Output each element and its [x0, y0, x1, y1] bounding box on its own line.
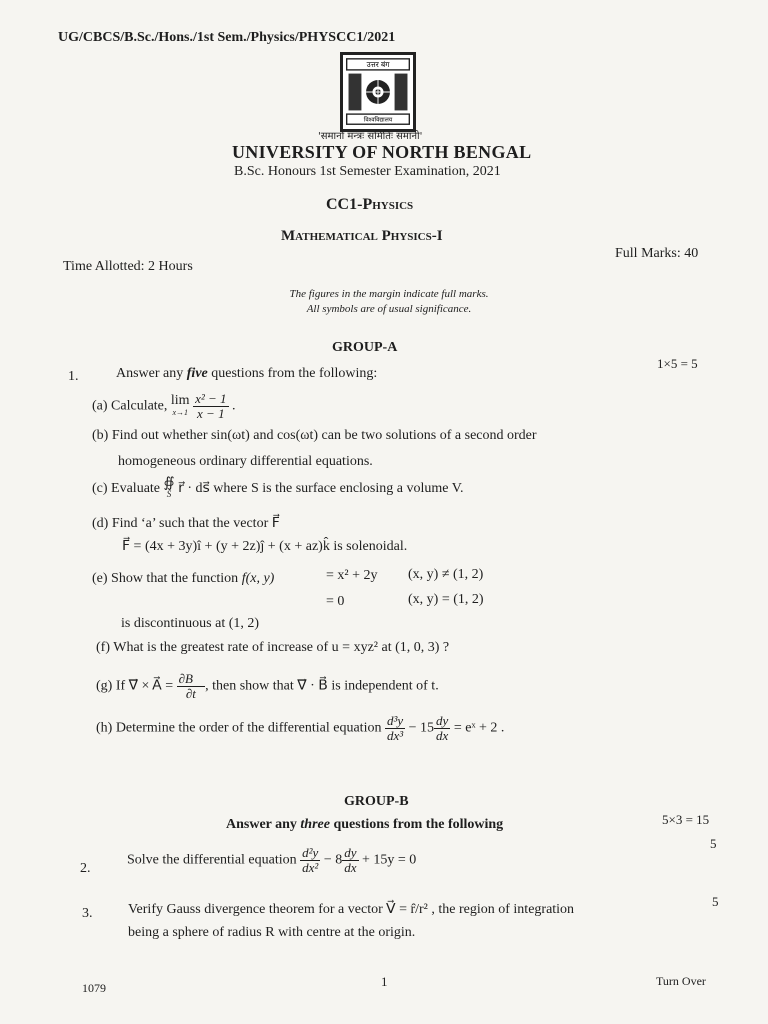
question-2-number: 2.: [80, 861, 91, 876]
group-b-marks: 5×3 = 15: [662, 812, 710, 827]
paper-code: UG/CBCS/B.Sc./Hons./1st Sem./Physics/PHYSCC1/2021: [58, 30, 396, 45]
question-3-line2: being a sphere of radius R with centre at the origin.: [128, 925, 416, 940]
footer-code: 1079: [82, 981, 106, 995]
question-1g: (g) If ∇⃗ × A⃗ = $\frac{\partial B⃗}{\partial t}$ , then show that ∇⃗ · B⃗ is independent of t.: [96, 671, 439, 701]
group-b-instruction: Answer any three questions from the following: [226, 817, 504, 832]
turn-over: Turn Over: [656, 974, 706, 988]
seal-top-text: उत्तर बंग: [366, 60, 390, 70]
question-1e-def1: = x² + 2y: [326, 568, 378, 583]
question-1h: (h) Determine the order of the differential equation $\frac{\text{d³y}}{\text{dx³}}$ − 15 $\frac{dy}{dx}$ = eˣ + 2 .: [96, 713, 505, 743]
university-name: UNIVERSITY OF NORTH BENGAL: [232, 142, 532, 162]
group-a-title: GROUP-A: [332, 340, 398, 355]
question-1-instruction: Answer any five questions from the following:: [116, 366, 378, 381]
question-1d-line2: F⃗ = (4x + 3y)î + (y + 2z)ĵ + (x + az)k̂ is solenoidal.: [122, 539, 408, 554]
question-1b-line2: homogeneous ordinary differential equations.: [118, 454, 373, 469]
question-3-marks: 5: [712, 894, 719, 909]
question-2-text: Solve the differential equation $\frac{\text{d²y}}{\text{dx²}}$ − 8 $\frac{dy}{dx}$ + 15y = 0: [127, 845, 417, 875]
note-line-2: All symbols are of usual significance.: [306, 303, 472, 315]
question-1e-cond1: (x, y) ≠ (1, 2): [408, 567, 484, 582]
question-3-line1: Verify Gauss divergence theorem for a vector V⃗ = r̂/r² , the region of integration: [128, 902, 575, 917]
question-1b-line1: (b) Find out whether sin(ωt) and cos(ωt) can be two solutions of a second order: [92, 428, 537, 443]
seal-bottom-text: विश्वविद्यालय: [363, 116, 393, 124]
question-1e-line3: is discontinuous at (1, 2): [121, 616, 260, 631]
time-allotted: Time Allotted: 2 Hours: [63, 259, 193, 274]
instructions-note: [0, 287, 768, 317]
question-3-number: 3.: [82, 906, 93, 921]
group-b-title: GROUP-B: [344, 794, 409, 809]
question-1d-line1: (d) Find ‘a’ such that the vector F⃗: [92, 516, 280, 531]
question-1e-cond2: (x, y) = (1, 2): [408, 592, 484, 607]
question-1e-def2: = 0: [326, 594, 345, 609]
exam-title: B.Sc. Honours 1st Semester Examination, 2021: [234, 164, 501, 179]
full-marks: Full Marks: 40: [615, 246, 699, 261]
subject-title: Mathematical Physics-I: [281, 228, 443, 244]
question-1-number: 1.: [68, 369, 79, 384]
page-number: 1: [381, 974, 388, 989]
paper-title: CC1-Physics: [326, 196, 414, 213]
university-seal: [340, 52, 416, 132]
question-1f: (f) What is the greatest rate of increase of u = xyz² at (1, 0, 3) ?: [96, 640, 450, 655]
question-1a: (a) Calculate, lim x→1 $\frac{\text{x² − 1}}{x - 1}$ .: [92, 391, 236, 421]
question-2-marks: 5: [710, 836, 717, 851]
note-line-1: The figures in the margin indicate full marks.: [289, 288, 489, 300]
group-a-marks: 1×5 = 5: [657, 356, 698, 371]
motto: 'समानो मन्त्रः समितिः समानी': [318, 131, 423, 142]
question-1e-line1: (e) Show that the function f(x, y): [92, 571, 275, 586]
question-1c: (c) Evaluate ∯ S r⃗ · ds⃗ where S is the surface enclosing a volume V.: [92, 476, 464, 499]
